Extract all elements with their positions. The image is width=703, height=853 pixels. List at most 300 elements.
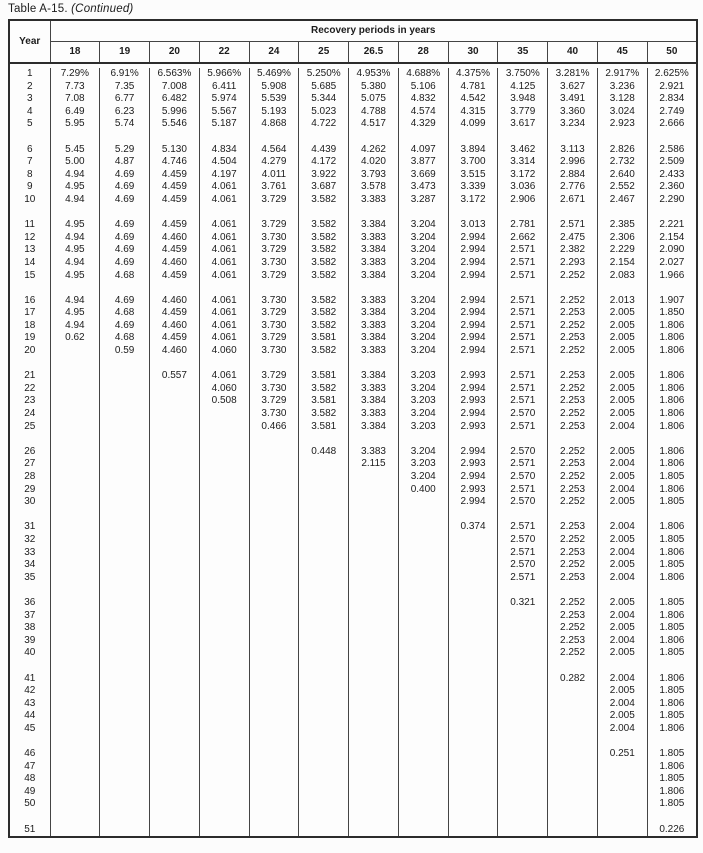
- year-cell: 1: [26, 68, 33, 79]
- rate-cell: [398, 761, 448, 774]
- rate-cell: 3.729: [249, 307, 299, 320]
- rate-cell: [349, 597, 399, 610]
- year-cell: 41: [24, 672, 36, 684]
- rate-cell: 2.993: [448, 395, 498, 408]
- spacer-cell: [50, 509, 100, 522]
- rate-cell: [150, 534, 200, 547]
- rate-cell: 5.075: [349, 93, 399, 106]
- spacer-cell: [50, 433, 100, 446]
- spacer-cell: [498, 660, 548, 673]
- spacer-cell: [398, 660, 448, 673]
- rate-cell: 3.922: [299, 169, 349, 182]
- rate-cell: 2.252: [548, 408, 598, 421]
- spacer-cell: [498, 811, 548, 824]
- rate-cell: [349, 610, 399, 623]
- rate-cell: 2.005: [597, 408, 647, 421]
- year-cell: 29: [24, 483, 36, 495]
- rate-cell: 2.776: [548, 181, 598, 194]
- rate-cell: 2.834: [647, 93, 697, 106]
- rate-cell: 1.850: [647, 307, 697, 320]
- column-header-35: 35: [498, 41, 548, 63]
- rate-cell: 3.729: [249, 270, 299, 283]
- rate-cell: [299, 534, 349, 547]
- rate-cell: [249, 710, 299, 723]
- table-row-year-38: [9, 622, 697, 635]
- rate-cell: 2.005: [597, 395, 647, 408]
- column-header-19: 19: [100, 41, 150, 63]
- rate-cell: 4.722: [299, 118, 349, 131]
- rate-cell: 2.666: [647, 118, 697, 131]
- rate-cell: [199, 635, 249, 648]
- spacer-cell: [100, 811, 150, 824]
- rate-cell: 4.061: [199, 232, 249, 245]
- rate-cell: [100, 824, 150, 838]
- rate-cell: [50, 673, 100, 686]
- spacer-cell: [249, 282, 299, 295]
- rate-cell: 3.491: [548, 93, 598, 106]
- rate-cell: [50, 824, 100, 838]
- rate-cell: 2.005: [597, 383, 647, 396]
- spacer-cell: [398, 358, 448, 371]
- rate-cell: [199, 786, 249, 799]
- rate-cell: 3.730: [249, 232, 299, 245]
- rate-cell: 2.290: [647, 194, 697, 207]
- year-cell: 22: [24, 382, 36, 394]
- rate-cell: [597, 798, 647, 811]
- rate-cell: [498, 610, 548, 623]
- rate-cell: 2.996: [548, 156, 598, 169]
- rate-cell: 2.154: [597, 257, 647, 270]
- rate-cell: 4.011: [249, 169, 299, 182]
- rate-cell: 3.204: [398, 307, 448, 320]
- rate-cell: 2.994: [448, 244, 498, 257]
- year-cell: 43: [24, 697, 36, 709]
- rate-cell: [249, 521, 299, 534]
- rate-cell: 4.460: [150, 320, 200, 333]
- block-spacer-row: [9, 660, 697, 673]
- rate-cell: 1.806: [647, 395, 697, 408]
- rate-cell: [50, 685, 100, 698]
- rate-cell: 3.779: [498, 106, 548, 119]
- rate-cell: 4.688%: [398, 68, 448, 81]
- table-body: [9, 63, 697, 837]
- rate-cell: [199, 798, 249, 811]
- rate-cell: [150, 521, 200, 534]
- rate-cell: [150, 635, 200, 648]
- rate-cell: 2.571: [498, 332, 548, 345]
- rate-cell: [150, 647, 200, 660]
- rate-cell: [150, 496, 200, 509]
- rate-cell: [50, 534, 100, 547]
- rate-cell: [448, 647, 498, 660]
- rate-cell: 3.204: [398, 332, 448, 345]
- spacer-cell: [548, 811, 598, 824]
- rate-cell: 7.73: [50, 81, 100, 94]
- spacer-cell: [100, 735, 150, 748]
- rate-cell: 2.005: [597, 471, 647, 484]
- rate-cell: 5.00: [50, 156, 100, 169]
- rate-cell: 1.806: [647, 572, 697, 585]
- rate-cell: 4.459: [150, 270, 200, 283]
- rate-cell: 0.282: [548, 673, 598, 686]
- rate-cell: [100, 370, 150, 383]
- rate-cell: 3.383: [349, 446, 399, 459]
- rate-cell: [50, 559, 100, 572]
- rate-cell: 5.966%: [199, 68, 249, 81]
- rate-cell: [249, 484, 299, 497]
- rate-cell: [199, 421, 249, 434]
- rate-cell: 3.383: [349, 295, 399, 308]
- rate-cell: 2.571: [498, 257, 548, 270]
- spacer-cell: [448, 433, 498, 446]
- table-row-year-7: [9, 156, 697, 169]
- rate-cell: [398, 748, 448, 761]
- rate-cell: 2.923: [597, 118, 647, 131]
- rate-cell: [249, 471, 299, 484]
- rate-cell: 3.582: [299, 345, 349, 358]
- spacer-cell: [398, 207, 448, 220]
- rate-cell: 1.806: [647, 458, 697, 471]
- table-row-year-1: [9, 68, 697, 81]
- spacer-cell: [597, 811, 647, 824]
- rate-cell: [548, 723, 598, 736]
- rate-cell: [199, 824, 249, 838]
- rate-cell: 3.750%: [498, 68, 548, 81]
- rate-cell: [50, 622, 100, 635]
- rate-cell: 4.061: [199, 194, 249, 207]
- rate-cell: 7.29%: [50, 68, 100, 81]
- rate-cell: 4.781: [448, 81, 498, 94]
- column-header-28: 28: [398, 41, 448, 63]
- spacer-cell: [249, 584, 299, 597]
- table-row-year-40: [9, 647, 697, 660]
- rate-cell: [100, 458, 150, 471]
- year-cell: 26: [24, 445, 36, 457]
- spacer-cell: [647, 660, 697, 673]
- spacer-cell: [199, 509, 249, 522]
- rate-cell: 2.005: [597, 647, 647, 660]
- rate-cell: [299, 635, 349, 648]
- rate-cell: [199, 572, 249, 585]
- rate-cell: 3.203: [398, 421, 448, 434]
- rate-cell: 2.253: [548, 521, 598, 534]
- rate-cell: [50, 408, 100, 421]
- rate-cell: 4.460: [150, 232, 200, 245]
- rate-cell: 2.253: [548, 332, 598, 345]
- year-column-header: Year: [19, 36, 41, 47]
- rate-cell: 4.574: [398, 106, 448, 119]
- spacer-cell: [50, 811, 100, 824]
- rate-cell: [498, 698, 548, 711]
- rate-cell: [150, 383, 200, 396]
- rate-cell: 2.004: [597, 698, 647, 711]
- rate-cell: 3.204: [398, 408, 448, 421]
- rate-cell: [50, 710, 100, 723]
- rate-cell: [299, 723, 349, 736]
- rate-cell: 3.013: [448, 219, 498, 232]
- year-cell: 2: [26, 80, 33, 92]
- rate-cell: [50, 547, 100, 560]
- year-cell: 15: [24, 269, 36, 281]
- rate-cell: 4.94: [50, 194, 100, 207]
- table-row-year-24: [9, 408, 697, 421]
- rate-cell: 3.761: [249, 181, 299, 194]
- rate-cell: 1.806: [647, 635, 697, 648]
- spacer-cell: [199, 207, 249, 220]
- rate-cell: [100, 547, 150, 560]
- rate-cell: 3.582: [299, 383, 349, 396]
- rate-cell: [100, 698, 150, 711]
- rate-cell: 0.62: [50, 332, 100, 345]
- rate-cell: 2.154: [647, 232, 697, 245]
- spacer-cell: [548, 282, 598, 295]
- rate-cell: [199, 597, 249, 610]
- rate-cell: [100, 421, 150, 434]
- rate-cell: 3.172: [448, 194, 498, 207]
- rate-cell: [597, 786, 647, 799]
- rate-cell: [398, 496, 448, 509]
- table-row-year-51: [9, 824, 697, 838]
- rate-cell: [448, 773, 498, 786]
- block-spacer-row: [9, 207, 697, 220]
- table-row-year-45: [9, 723, 697, 736]
- rate-cell: 5.106: [398, 81, 448, 94]
- year-cell: 39: [24, 634, 36, 646]
- rate-cell: 3.383: [349, 383, 399, 396]
- year-cell: 6: [26, 143, 33, 155]
- rate-cell: [448, 798, 498, 811]
- rate-cell: [349, 723, 399, 736]
- rate-cell: 6.23: [100, 106, 150, 119]
- rate-cell: [100, 446, 150, 459]
- rate-cell: 4.69: [100, 320, 150, 333]
- table-row-year-30: [9, 496, 697, 509]
- table-row-year-6: [9, 144, 697, 157]
- spacer-cell: [50, 660, 100, 673]
- rate-cell: 3.383: [349, 408, 399, 421]
- spacer-cell: [597, 509, 647, 522]
- spacer-cell: [150, 811, 200, 824]
- rate-cell: [498, 748, 548, 761]
- spacer-cell: [349, 358, 399, 371]
- rate-cell: 3.204: [398, 257, 448, 270]
- column-header-45: 45: [597, 41, 647, 63]
- rate-cell: 2.252: [548, 597, 598, 610]
- spacer-cell: [448, 509, 498, 522]
- spacer-cell: [448, 584, 498, 597]
- rate-cell: [100, 534, 150, 547]
- rate-cell: [249, 534, 299, 547]
- rate-cell: [249, 622, 299, 635]
- rate-cell: 1.806: [647, 673, 697, 686]
- rate-cell: [249, 496, 299, 509]
- rate-cell: 2.906: [498, 194, 548, 207]
- rate-cell: 4.439: [299, 144, 349, 157]
- rate-cell: [100, 610, 150, 623]
- rate-cell: 2.253: [548, 307, 598, 320]
- rate-cell: 4.746: [150, 156, 200, 169]
- rate-cell: 2.004: [597, 610, 647, 623]
- rate-cell: [199, 534, 249, 547]
- column-header-30: 30: [448, 41, 498, 63]
- rate-cell: 2.253: [548, 572, 598, 585]
- year-cell: 45: [24, 722, 36, 734]
- year-cell: 19: [24, 332, 36, 344]
- year-cell: 37: [24, 609, 36, 621]
- spacer-cell: [498, 433, 548, 446]
- rate-cell: 2.252: [548, 383, 598, 396]
- spacer-cell: [50, 282, 100, 295]
- rate-cell: 2.571: [498, 383, 548, 396]
- rate-cell: 4.953%: [349, 68, 399, 81]
- rate-cell: [50, 773, 100, 786]
- rate-cell: 6.49: [50, 106, 100, 119]
- rate-cell: 4.460: [150, 295, 200, 308]
- rate-cell: 2.749: [647, 106, 697, 119]
- rate-cell: 3.204: [398, 320, 448, 333]
- spacer-cell: [398, 433, 448, 446]
- table-row-year-3: [9, 93, 697, 106]
- year-cell: 8: [26, 168, 33, 180]
- column-header-40: 40: [548, 41, 598, 63]
- rate-cell: [548, 773, 598, 786]
- rate-cell: [448, 559, 498, 572]
- rate-cell: 3.036: [498, 181, 548, 194]
- spacer-cell: [548, 584, 598, 597]
- rate-cell: 1.907: [647, 295, 697, 308]
- spacer-cell: [349, 282, 399, 295]
- rate-cell: 0.466: [249, 421, 299, 434]
- block-spacer-row: [9, 584, 697, 597]
- rate-cell: [398, 597, 448, 610]
- rate-cell: 1.805: [647, 622, 697, 635]
- rate-cell: [50, 798, 100, 811]
- rate-cell: 4.061: [199, 244, 249, 257]
- rate-cell: 2.571: [498, 320, 548, 333]
- rate-cell: [100, 496, 150, 509]
- rate-cell: 3.581: [299, 370, 349, 383]
- rate-cell: 2.382: [548, 244, 598, 257]
- rate-cell: 3.204: [398, 219, 448, 232]
- table-row-year-2: [9, 81, 697, 94]
- table-row-year-23: [9, 395, 697, 408]
- rate-cell: 1.806: [647, 610, 697, 623]
- rate-cell: 1.805: [647, 748, 697, 761]
- rate-cell: [548, 685, 598, 698]
- year-cell: 4: [26, 105, 33, 117]
- rate-cell: [299, 710, 349, 723]
- spacer-cell: [597, 358, 647, 371]
- rate-cell: 2.993: [448, 421, 498, 434]
- rate-cell: 4.69: [100, 219, 150, 232]
- rate-cell: [50, 786, 100, 799]
- spacer-cell: [9, 282, 50, 295]
- rate-cell: [50, 698, 100, 711]
- rate-cell: [597, 773, 647, 786]
- rate-cell: [249, 572, 299, 585]
- rate-cell: 3.339: [448, 181, 498, 194]
- rate-cell: 1.806: [647, 446, 697, 459]
- rate-cell: [50, 723, 100, 736]
- table-row-year-50: [9, 798, 697, 811]
- table-row-year-17: [9, 307, 697, 320]
- rate-cell: 2.004: [597, 458, 647, 471]
- rate-cell: [299, 484, 349, 497]
- rate-cell: [199, 446, 249, 459]
- rate-cell: 3.582: [299, 232, 349, 245]
- spacer-cell: [199, 131, 249, 144]
- year-cell: 9: [26, 181, 33, 193]
- rate-cell: [150, 798, 200, 811]
- year-cell: 38: [24, 622, 36, 634]
- rate-cell: 4.788: [349, 106, 399, 119]
- rate-cell: 2.004: [597, 521, 647, 534]
- rate-cell: [150, 421, 200, 434]
- rate-cell: [100, 748, 150, 761]
- spacer-cell: [50, 584, 100, 597]
- rate-cell: [498, 798, 548, 811]
- spacer-cell: [498, 509, 548, 522]
- spacer-cell: [199, 735, 249, 748]
- rate-cell: 6.91%: [100, 68, 150, 81]
- rate-cell: 4.061: [199, 257, 249, 270]
- spacer-cell: [597, 131, 647, 144]
- rate-cell: [349, 547, 399, 560]
- rate-cell: [100, 559, 150, 572]
- rate-cell: 2.571: [498, 458, 548, 471]
- year-cell: 21: [24, 370, 36, 382]
- rate-cell: 3.582: [299, 194, 349, 207]
- rate-cell: 1.805: [647, 773, 697, 786]
- rate-cell: 4.868: [249, 118, 299, 131]
- rate-cell: 4.099: [448, 118, 498, 131]
- rate-cell: [398, 610, 448, 623]
- rate-cell: 2.253: [548, 610, 598, 623]
- rate-cell: 3.793: [349, 169, 399, 182]
- spacer-cell: [249, 660, 299, 673]
- rate-cell: 5.250%: [299, 68, 349, 81]
- spacer-cell: [199, 584, 249, 597]
- table-row-year-44: [9, 710, 697, 723]
- rate-cell: [249, 458, 299, 471]
- rate-cell: 4.060: [199, 383, 249, 396]
- rate-cell: 2.229: [597, 244, 647, 257]
- rate-cell: 4.061: [199, 270, 249, 283]
- rate-cell: [448, 635, 498, 648]
- rate-cell: 3.581: [299, 395, 349, 408]
- rate-cell: 3.360: [548, 106, 598, 119]
- rate-cell: [150, 622, 200, 635]
- year-cell: 14: [24, 256, 36, 268]
- rate-cell: [498, 710, 548, 723]
- spacer-cell: [498, 131, 548, 144]
- rate-cell: [150, 761, 200, 774]
- spacer-cell: [498, 282, 548, 295]
- block-spacer-row: [9, 358, 697, 371]
- rate-cell: [398, 647, 448, 660]
- depreciation-rate-table: [8, 19, 698, 838]
- rate-cell: [199, 458, 249, 471]
- rate-cell: 2.994: [448, 383, 498, 396]
- rate-cell: [100, 685, 150, 698]
- rate-cell: 2.994: [448, 232, 498, 245]
- rate-cell: [150, 748, 200, 761]
- spacer-cell: [199, 660, 249, 673]
- rate-cell: [498, 786, 548, 799]
- rate-cell: 1.806: [647, 370, 697, 383]
- rate-cell: 4.279: [249, 156, 299, 169]
- rate-cell: [100, 471, 150, 484]
